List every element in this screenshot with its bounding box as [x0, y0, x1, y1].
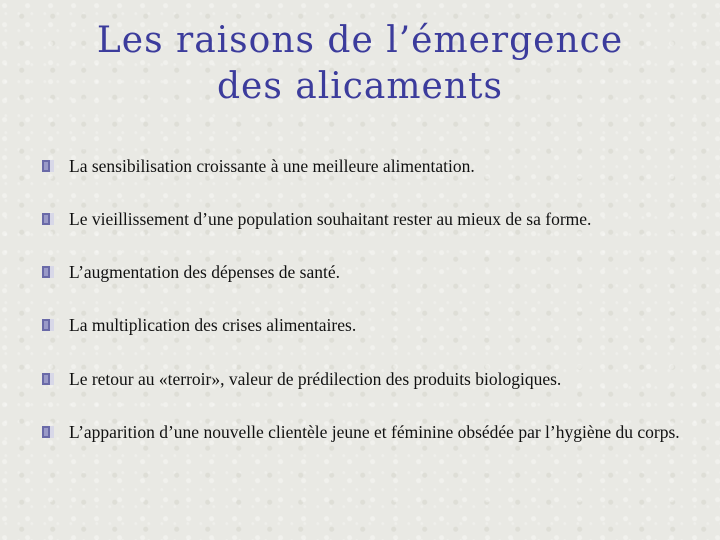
square-bullet-icon — [42, 426, 54, 438]
bullet-text: Le retour au «terroir», valeur de prédilection des produits biologiques. — [69, 369, 562, 389]
bullet-text: L’apparition d’une nouvelle clientèle jeune et féminine obsédée par l’hygiène du corps. — [69, 422, 680, 442]
bullet-item — [42, 261, 692, 283]
bullet-text: La multiplication des crises alimentaires. — [69, 315, 357, 335]
slide-title-line-1: Les raisons de l’émergence — [96, 20, 624, 61]
bullet-item — [42, 421, 692, 443]
bullet-item — [42, 314, 692, 336]
square-bullet-icon — [42, 160, 54, 172]
square-bullet-icon — [42, 319, 54, 331]
bullet-text: Le vieillissement d’une population souhaitant rester au mieux de sa forme. — [69, 209, 592, 229]
bullet-item — [42, 155, 692, 177]
bullet-text: L’augmentation des dépenses de santé. — [69, 262, 341, 282]
square-bullet-icon — [42, 213, 54, 225]
square-bullet-icon — [42, 266, 54, 278]
slide-title — [0, 18, 720, 110]
bullet-item — [42, 208, 692, 230]
slide-title-line-2: des alicaments — [217, 66, 503, 107]
bullet-text: La sensibilisation croissante à une meilleure alimentation. — [69, 156, 475, 176]
square-bullet-icon — [42, 373, 54, 385]
bullet-item — [42, 368, 692, 390]
